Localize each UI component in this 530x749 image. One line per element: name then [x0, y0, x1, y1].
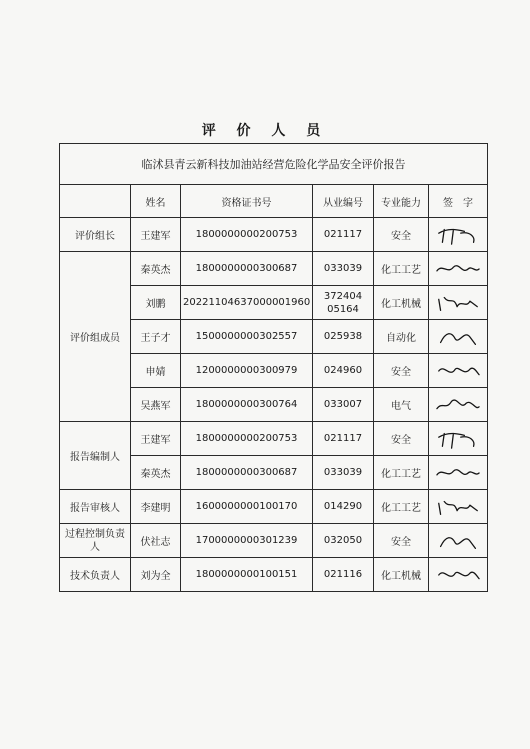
signature-cell [429, 218, 488, 252]
name-cell: 刘为全 [131, 558, 181, 592]
role-cell: 评价组长 [60, 218, 131, 252]
role-cell: 报告审核人 [60, 490, 131, 524]
signature-cell [429, 388, 488, 422]
specialty-cell: 安全 [374, 218, 429, 252]
signature-cell [429, 456, 488, 490]
employee-no-cell: 021116 [313, 558, 374, 592]
name-cell: 王子才 [131, 320, 181, 354]
specialty-cell: 化工机械 [374, 286, 429, 320]
employee-no-cell: 024960 [313, 354, 374, 388]
handwritten-signature [432, 564, 484, 586]
employee-no-cell: 021117 [313, 422, 374, 456]
cert-cell: 1800000000300687 [181, 252, 313, 286]
specialty-cell: 自动化 [374, 320, 429, 354]
name-cell: 申婧 [131, 354, 181, 388]
report-caption: 临沭县青云新科技加油站经营危险化学品安全评价报告 [60, 144, 488, 185]
employee-no-cell: 033039 [313, 456, 374, 490]
employee-no-cell: 372404 05164 [313, 286, 374, 320]
cert-cell: 2022110463700000196​0 [181, 286, 313, 320]
handwritten-signature [432, 462, 484, 484]
specialty-cell: 化工工艺 [374, 490, 429, 524]
header-name: 姓名 [131, 185, 181, 218]
header-role [60, 185, 131, 218]
specialty-cell: 化工工艺 [374, 252, 429, 286]
specialty-cell: 化工工艺 [374, 456, 429, 490]
name-cell: 秦英杰 [131, 252, 181, 286]
table-row [60, 490, 488, 524]
handwritten-signature [432, 258, 484, 280]
signature-cell [429, 558, 488, 592]
cert-cell: 1800000000200753 [181, 218, 313, 252]
role-cell: 过程控制负责人 [60, 524, 131, 558]
handwritten-signature [432, 394, 484, 416]
cert-cell: 1700000000301239 [181, 524, 313, 558]
cert-cell: 1800000000200753 [181, 422, 313, 456]
handwritten-signature [432, 360, 484, 382]
caption-row [60, 144, 488, 185]
role-cell: 报告编制人 [60, 422, 131, 490]
employee-no-cell: 025938 [313, 320, 374, 354]
handwritten-signature [432, 292, 484, 314]
cert-cell: 1500000000302557 [181, 320, 313, 354]
employee-no-cell: 021117 [313, 218, 374, 252]
specialty-cell: 电气 [374, 388, 429, 422]
header-cert: 资格证书号 [181, 185, 313, 218]
employee-no-cell: 033039 [313, 252, 374, 286]
handwritten-signature [432, 496, 484, 518]
table-row [60, 252, 488, 286]
cert-cell: 1800000000300687 [181, 456, 313, 490]
signature-cell [429, 320, 488, 354]
specialty-cell: 安全 [374, 524, 429, 558]
employee-no-cell: 033007 [313, 388, 374, 422]
signature-cell [429, 524, 488, 558]
employee-no-cell: 032050 [313, 524, 374, 558]
name-cell: 刘鹏 [131, 286, 181, 320]
handwritten-signature [432, 530, 484, 552]
header-signature: 签 字 [429, 185, 488, 218]
table-row [60, 524, 488, 558]
specialty-cell: 安全 [374, 422, 429, 456]
signature-cell [429, 252, 488, 286]
table-row [60, 422, 488, 456]
table-row [60, 218, 488, 252]
name-cell: 秦英杰 [131, 456, 181, 490]
signature-cell [429, 286, 488, 320]
page-title: 评 价 人 员 [201, 123, 329, 139]
role-cell: 技术负责人 [60, 558, 131, 592]
specialty-cell: 化工机械 [374, 558, 429, 592]
handwritten-signature [432, 224, 484, 246]
signature-cell [429, 422, 488, 456]
cert-cell: 1600000000100170 [181, 490, 313, 524]
personnel-table [59, 143, 488, 592]
name-cell: 李建明 [131, 490, 181, 524]
header-row [60, 185, 488, 218]
handwritten-signature [432, 326, 484, 348]
signature-cell [429, 490, 488, 524]
role-cell: 评价组成员 [60, 252, 131, 422]
name-cell: 吴燕军 [131, 388, 181, 422]
header-employee-no: 从业编号 [313, 185, 374, 218]
cert-cell: 1800000000100151 [181, 558, 313, 592]
table-row [60, 558, 488, 592]
employee-no-cell: 014290 [313, 490, 374, 524]
signature-cell [429, 354, 488, 388]
name-cell: 王建军 [131, 218, 181, 252]
name-cell: 王建军 [131, 422, 181, 456]
handwritten-signature [432, 428, 484, 450]
cert-cell: 1800000000300764 [181, 388, 313, 422]
cert-cell: 1200000000300979 [181, 354, 313, 388]
header-specialty: 专业能力 [374, 185, 429, 218]
specialty-cell: 安全 [374, 354, 429, 388]
name-cell: 伏社志 [131, 524, 181, 558]
